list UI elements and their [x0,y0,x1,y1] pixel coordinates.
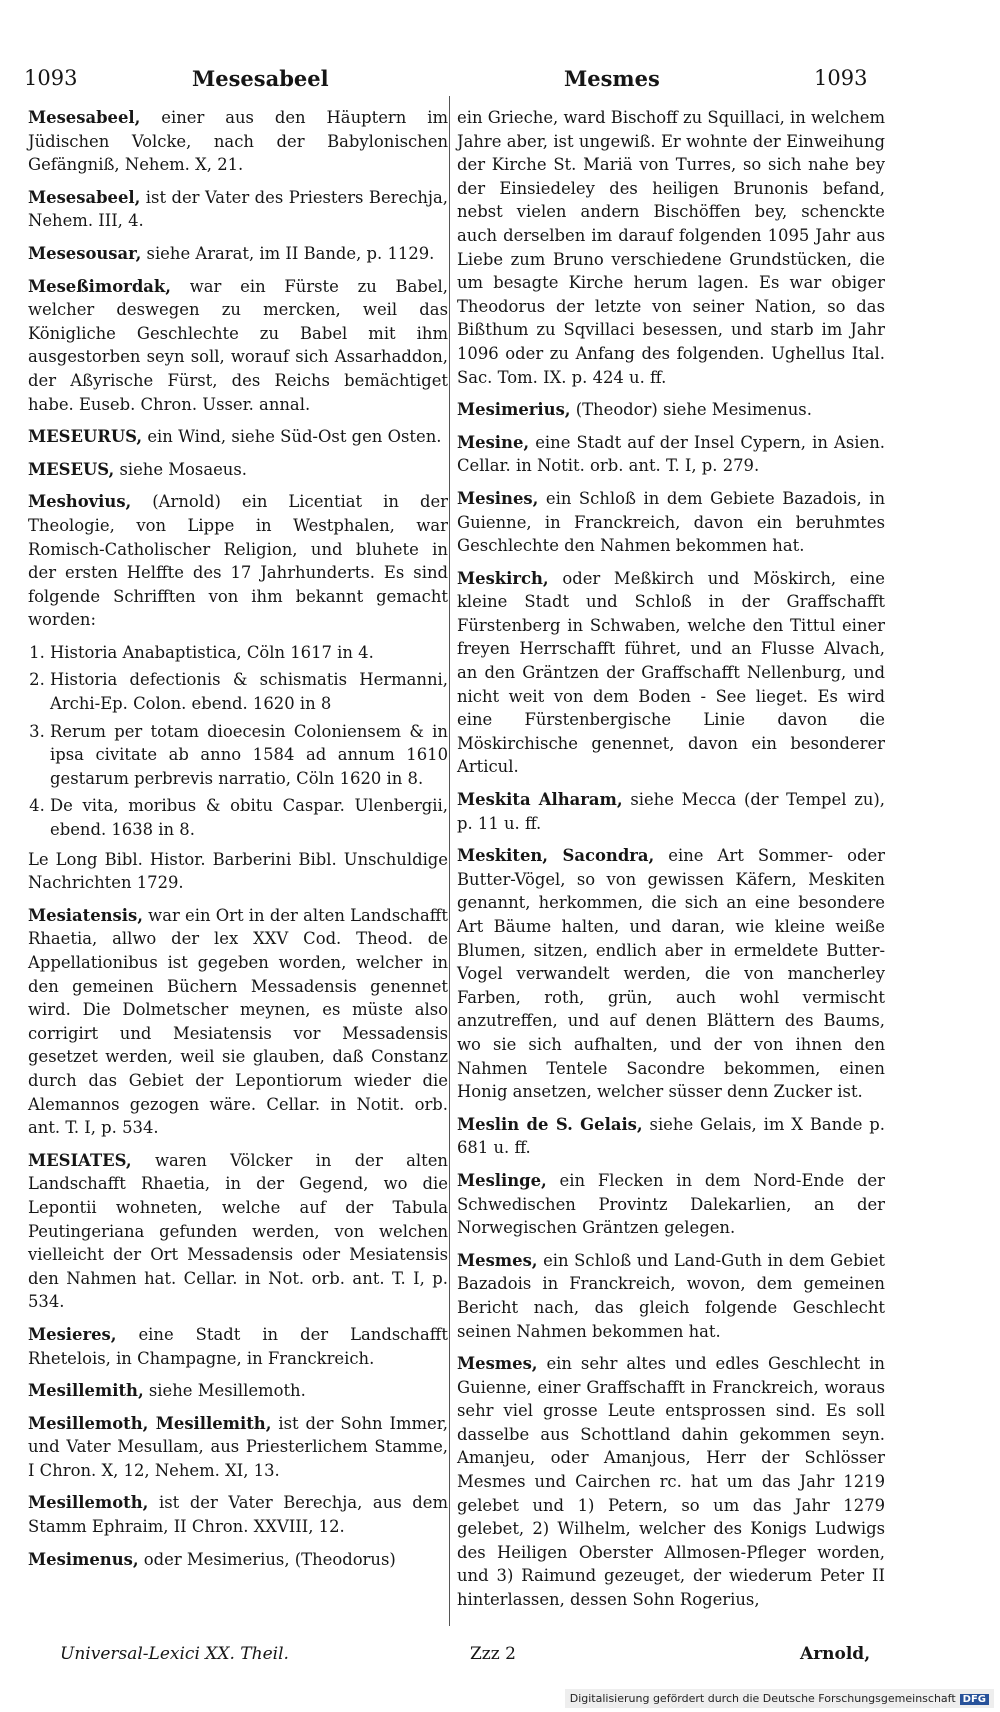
lexicon-entry [457,1113,885,1160]
entry-text: siehe Gelais, im X Bande p. 681 u. ff. [457,1114,885,1158]
left-column [28,106,448,1580]
lexicon-entry [457,1169,885,1240]
running-headword-right: Mesmes [564,66,660,91]
right-column [457,106,885,1621]
entry-headword: Meslin de S. Gelais, [457,1114,643,1134]
entry-headword: Mesmes, [457,1250,538,1270]
entry-body [457,788,885,835]
entry-text: ein Schloß und Land-Guth in dem Gebiet Bazadois in Franckreich, wovon, dem gemeinen Bericht nach, das gleich folgende Geschlecht seinen Nahmen bekommen hat. [457,1250,885,1341]
entry-headword: Mesimerius, [457,400,571,420]
entry-body [28,1548,448,1572]
entry-text: (Arnold) ein Licentiat in der Theologie, von Lippe in Westphalen, war Romisch-Catholischer Religion, und bluhete in der ersten Helffte des 17 Jahrhunderts. Es sind folgende Schrifften von ihm bekannt gemacht worden: [28,492,448,630]
entry-text: ein Flecken in dem Nord-Ende der Schwedischen Provintz Dalekarlien, an der Norwegischen Gräntzen gelegen. [457,1170,885,1238]
entry-text: ein Grieche, ward Bischoff zu Squillaci, in welchem Jahre aber, ist ungewiß. Er wohnte der Einweihung der Kirche St. Mariä von Turres, so sich nahe bey der Einsiedeley des heiligen Brunonis befand, nebst vielen andern Bischöffen bey, schenckte auch derselben im darauf folgenden 1095 Jahr aus Liebe zum Bruno verschiedene Grundstücken, die um besagte Kirche herum lagen. Es war obiger Theodorus der letzte von seiner Nation, so das Bißthum zu Sqvillaci besessen, und starb im Jahr 1096 oder zu Anfang des folgenden. Ughellus Ital. Sac. Tom. IX. p. 424 u. ff. [457,108,885,387]
running-headword-left: Mesesabeel [192,66,329,91]
entry-body [457,844,885,1104]
lexicon-entry [28,275,448,417]
entry-headword: Mesesabeel, [28,108,141,127]
lexicon-entry [457,487,885,558]
lexicon-entry [28,425,448,449]
lexicon-entry [28,1548,448,1572]
entry-body [457,1169,885,1240]
entry-text: war ein Fürste zu Babel, welcher deswegen zu mercken, weil das Königliche Geschlechte zu Babel mit ihm ausgestorben seyn soll, worauf sich Assarhaddon, der Aßyrische Fürst, des Reichs bemächtiget habe. Euseb. Chron. Usser. annal. [28,276,449,414]
lexicon-entry [457,1352,885,1612]
entry-text: eine Stadt in der Landschafft Rhetelois, in Champagne, in Franckreich. [28,1324,448,1368]
entry-text: waren Völcker in der alten Landschafft Rhaetia, in der Gegend, wo die Lepontii wohneten, welche auf der Tabula Peutingeriana gefunden werden, von welchen vielleicht der Ort Messadensis oder Mesiatensis den Nahmen hat. Cellar. in Not. orb. ant. T. I, p. 534. [28,1150,448,1312]
dfg-logo: DFG [960,1694,989,1705]
entry-text: oder Meßkirch und Möskirch, eine kleine Stadt und Schloß in der Graffschafft Fürstenberg in Schwaben, welche den Tittul einer freyen Herrschafft führet, und an Flusse Alvach, an den Gräntzen der Graffschafft Nellenburg, und nicht weit von dem Boden - See lieget. Es wird eine Fürstenbergische Linie davon die Möskirchische genennet, davon ein besonderer Articul. [457,568,885,777]
entry-text: ein sehr altes und edles Geschlecht in Guienne, einer Graffschafft in Franckreich, woraus sehr viel grosse Leute entsprossen sind. Es soll dasselbe aus Schottland dahin gekommen seyn. Amanjeu, oder Amanjous, Herr der Schlösser Mesmes und Cairchen rc. hat um das Jahr 1219 gelebet und 1) Petern, so um das Jahr 1279 gelebet, 2) Wilhelm, welcher des Konigs Ludwigs des Heiligen Oberster Allmosen-Pfleger worden, und 3) Raimund gezeuget, der wiederum Peter II hinterlassen, dessen Sohn Rogerius, [457,1354,885,1610]
lexicon-entry [457,567,885,779]
column-divider [449,96,450,1626]
entry-body [28,1323,448,1370]
entry-body [28,458,448,482]
meshovius-works-list [28,641,448,842]
entry-body [28,186,448,233]
digitization-notice [565,1689,994,1708]
printer-signature: Universal-Lexici XX. Theil. [60,1644,289,1664]
sheet-mark: Zzz 2 [470,1644,516,1664]
entry-text: siehe Mesillemoth. [148,1381,306,1401]
entry-headword: Mesesousar, [28,243,142,263]
lexicon-entry [457,106,885,389]
lexicon-entry [457,788,885,835]
entry-text: siehe Ararat, im II Bande, p. 1129. [146,243,435,263]
lexicon-entry [28,1323,448,1370]
entry-body [28,1491,448,1538]
entry-headword: Mesines, [457,488,539,508]
entry-body [28,275,448,417]
entry-text: ein Wind, siehe Süd-Ost gen Osten. [147,427,442,447]
entry-text: (Theodor) siehe Mesimenus. [575,400,812,420]
lexicon-entry [28,1149,448,1314]
entry-headword: MESIATES, [28,1150,132,1170]
meshovius-reference: Le Long Bibl. Histor. Barberini Bibl. Unschuldige Nachrichten 1729. [28,849,448,893]
entry-headword: Mesine, [457,432,530,452]
entry-body [457,431,885,478]
entry-body [457,487,885,558]
entry-body [457,1352,885,1612]
lexicon-entry [28,458,448,482]
entry-body [28,242,448,266]
entry-body [28,1379,448,1403]
digitization-text: Digitalisierung gefördert durch die Deutsche Forschungsgemeinschaft [569,1692,956,1705]
catchword: Arnold, [800,1644,871,1664]
list-item: 4. De vita, moribus & obitu Caspar. Ulenbergii, ebend. 1638 in 8. [50,794,448,841]
list-item: 3. Rerum per totam dioecesin Coloniensem & in ipsa civitate ab anno 1584 ad annum 1610 gestarum perbrevis narratio, Cöln 1620 in 8. [50,720,448,791]
entry-body [28,1412,448,1483]
entry-text: ist der Vater Berechja, aus dem Stamm Ephraim, II Chron. XXVIII, 12. [28,1493,448,1537]
lexicon-entry [28,242,448,266]
lexicon-entry [28,1379,448,1403]
entry-text: einer aus den Häuptern im Jüdischen Volcke, nach der Babylonischen Gefängniß, Nehem. X, 21. [28,108,448,175]
entry-body [28,425,448,449]
entry-headword: Meskita Alharam, [457,790,623,810]
entry-text: ist der Sohn Immer, und Vater Mesullam, aus Priesterlichem Stamme, I Chron. X, 12, Nehem. XI, 13. [28,1413,448,1480]
lexicon-entry [28,904,448,1140]
entry-headword: Mesillemith, [28,1381,144,1401]
entry-headword: Meshovius, [28,492,132,512]
running-header [24,66,884,100]
lexicon-entry [457,1249,885,1343]
entry-headword: Mesieres, [28,1324,117,1344]
entry-headword: Meseßimordak, [28,276,171,296]
entry-text: ist der Vater des Priesters Berechja, Nehem. III, 4. [28,187,448,231]
list-item: 2. Historia defectionis & schismatis Hermanni, Archi-Ep. Colon. ebend. 1620 in 8 [50,668,448,715]
entry-headword: Mesesabeel, [28,187,141,207]
entry-body [457,398,885,422]
entry-body [28,490,448,632]
entry-text: eine Art Sommer- oder Butter-Vögel, so von gewissen Käfern, Meskiten genannt, herkommen, die sich an eine besondere Art Bäume halten, und daran, wie kleine weiße Blumen, sitzen, endlich aber in ermeldete Butter-Vogel verwandelt werden, die von mancherley Farben, roth, grün, auch wohl vermischt anzutreffen, und auf denen Blättern des Baums, wo sie sich aufhalten, und der von ihnen den Nahmen Tentele Sacondre bekommen, einen Honig ansetzen, welcher süsser denn Zucker ist. [457,846,885,1102]
entry-headword: Mesiatensis, [28,905,143,925]
entry-headword: MESEUS, [28,459,115,479]
lexicon-entry [28,186,448,233]
entry-text: war ein Ort in der alten Landschafft Rhaetia, allwo der lex XXV Cod. Theod. de Appellationibus ist gegeben worden, welcher in den gemeinen Büchern Messadensis genennet wird. Die Dolmetscher meynen, es müste also corrigirt und Mesiatensis vor Messadensis gesetzet werden, weil sie glauben, daß Constanz durch das Gebiet der Lepontiorum wieder die Alemannos gezogen wäre. Cellar. in Notit. orb. ant. T. I, p. 534. [28,905,448,1138]
entry-body [457,1249,885,1343]
entry-headword: Mesimenus, [28,1549,139,1569]
entry-headword: MESEURUS, [28,427,143,447]
entry-headword: Mesmes, [457,1354,538,1374]
entry-body [457,106,885,389]
entry-text: eine Stadt auf der Insel Cypern, in Asien. Cellar. in Notit. orb. ant. T. I, p. 279. [457,432,885,476]
page-number-right: 1093 [814,66,868,90]
entry-body [28,1149,448,1314]
entry-body [28,904,448,1140]
lexicon-entry [457,398,885,422]
entry-headword: Mesillemoth, Mesillemith, [28,1413,272,1433]
lexicon-entry [457,844,885,1104]
entry-body [28,106,448,177]
lexicon-entry [28,490,448,632]
lexicon-entry [457,431,885,478]
lexicon-entry [28,1491,448,1538]
entry-text: siehe Mosaeus. [119,459,247,479]
entry-body [457,1113,885,1160]
entry-text: ein Schloß in dem Gebiete Bazadois, in Guienne, in Franckreich, davon ein beruhmtes Geschlechte den Nahmen bekommen hat. [457,488,885,556]
entry-body [457,567,885,779]
entry-text: siehe Mecca (der Tempel zu), p. 11 u. ff. [457,790,885,833]
entry-headword: Meskirch, [457,568,549,588]
list-item: 1. Historia Anabaptistica, Cöln 1617 in 4. [50,641,448,665]
entry-headword: Mesillemoth, [28,1493,149,1513]
entry-text: oder Mesimerius, (Theodorus) [143,1549,396,1569]
lexicon-entry [28,106,448,177]
entry-headword: Meskiten, Sacondra, [457,846,655,866]
page-number-left: 1093 [24,66,78,90]
lexicon-entry [28,1412,448,1483]
entry-headword: Meslinge, [457,1170,547,1190]
